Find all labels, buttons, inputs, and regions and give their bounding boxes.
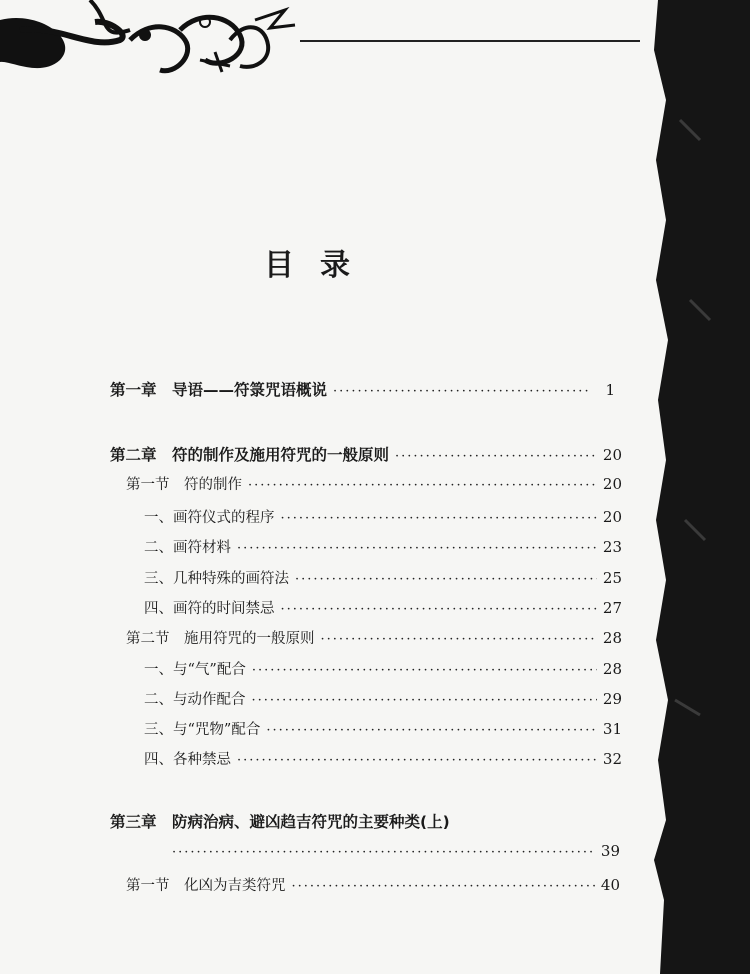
dot-leader <box>333 384 591 399</box>
toc-entry-label: 第三章 防病治病、避凶趋吉符咒的主要种类(上) <box>110 813 450 831</box>
dot-leader <box>237 753 597 768</box>
toc-entry-page: 28 <box>602 629 622 647</box>
toc-entry-subsection[interactable] <box>144 536 622 557</box>
toc-entry-label: 第二节 施用符咒的一般原则 <box>126 631 315 647</box>
dot-leader <box>281 602 597 617</box>
dot-leader <box>252 663 597 678</box>
toc-entry-subsection[interactable] <box>144 748 622 769</box>
toc-entry-label: 三、几种特殊的画符法 <box>144 571 289 587</box>
toc-entry-label: 第一章 导语——符箓咒语概说 <box>110 381 328 399</box>
toc-entry-subsection[interactable] <box>144 658 622 679</box>
toc-entry-chapter-3-leader[interactable] <box>172 842 620 860</box>
toc-entry-page: 29 <box>602 690 622 708</box>
toc-entry-subsection[interactable] <box>144 718 622 739</box>
toc-entry-label: 三、与“咒物”配合 <box>144 722 261 738</box>
dot-leader <box>252 693 597 708</box>
toc-entry-section[interactable] <box>126 874 620 895</box>
toc-entry-page: 25 <box>602 569 622 587</box>
toc-entry-label: 一、画符仪式的程序 <box>144 510 275 526</box>
toc-title: 目录 <box>264 248 376 283</box>
toc-entry-label: 第一节 符的制作 <box>126 477 242 493</box>
toc-entry-label: 一、与“气”配合 <box>144 662 246 678</box>
dot-leader <box>295 572 597 587</box>
header-rule <box>300 40 640 42</box>
toc-entry-label: 二、与动作配合 <box>144 692 246 708</box>
dot-leader <box>172 845 595 860</box>
toc-entry-subsection[interactable] <box>144 597 622 618</box>
toc-entry-page: 39 <box>600 842 620 860</box>
toc-entry-page: 31 <box>602 720 622 738</box>
toc-entry-page: 40 <box>600 876 620 894</box>
toc-entry-page: 28 <box>602 660 622 678</box>
toc-entry-page: 23 <box>602 538 622 556</box>
dot-leader <box>266 723 597 738</box>
toc-entry-chapter-2[interactable] <box>110 443 622 465</box>
toc-entry-label: 四、画符的时间禁忌 <box>144 601 275 617</box>
toc-entry-label: 第一节 化凶为吉类符咒 <box>126 878 286 894</box>
toc-entry-subsection[interactable] <box>144 506 622 527</box>
toc-entry-label: 第二章 符的制作及施用符咒的一般原则 <box>110 446 390 464</box>
toc-entry-page: 20 <box>602 446 622 464</box>
toc-entry-label: 四、各种禁忌 <box>144 752 231 768</box>
toc-entry-label: 二、画符材料 <box>144 540 231 556</box>
dragon-illustration <box>0 0 640 90</box>
toc-entry-page: 20 <box>602 475 622 493</box>
toc-entry-page: 27 <box>602 599 622 617</box>
toc-entry-section[interactable] <box>126 473 622 494</box>
toc-entry-subsection[interactable] <box>144 688 622 709</box>
dot-leader <box>237 541 597 556</box>
toc-entry-chapter-1[interactable] <box>110 378 615 400</box>
toc-entry-page: 32 <box>602 750 622 768</box>
dot-leader <box>321 632 597 647</box>
toc-entry-page: 1 <box>605 381 615 399</box>
dot-leader <box>281 511 597 526</box>
dot-leader <box>292 879 595 894</box>
toc-entry-subsection[interactable] <box>144 567 622 588</box>
toc-entry-page: 20 <box>602 508 622 526</box>
toc-entry-section[interactable] <box>126 627 622 648</box>
dot-leader <box>248 478 597 493</box>
toc-entry-chapter-3-title[interactable] <box>110 810 450 832</box>
dot-leader <box>395 449 597 464</box>
page-edge-shadow <box>640 0 750 974</box>
